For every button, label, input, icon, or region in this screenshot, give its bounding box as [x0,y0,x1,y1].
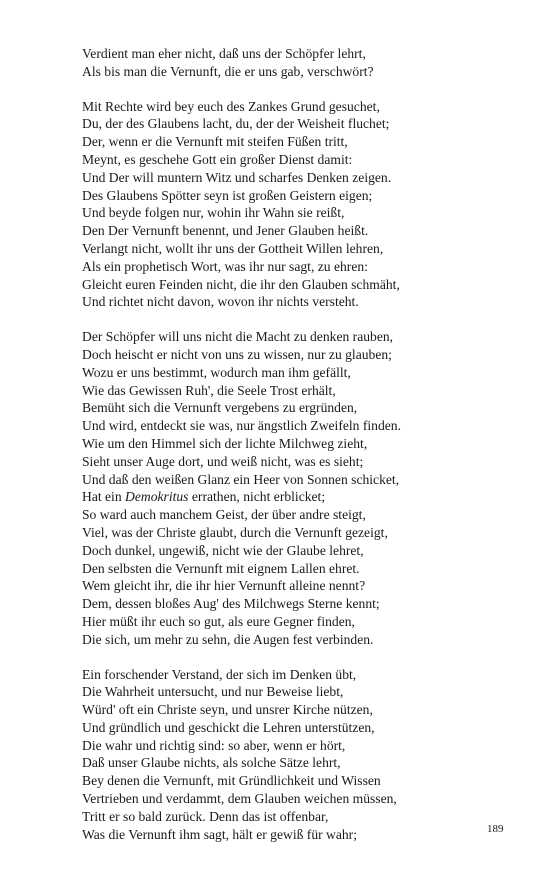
poem-line: Daß unser Glaube nichts, als solche Sätze lehrt, [82,755,341,771]
poem-line: Wie um den Himmel sich der lichte Milchweg zieht, [82,435,368,451]
poem-line: Und beyde folgen nur, wohin ihr Wahn sie reißt, [82,205,345,221]
poem-line: Ein forschender Verstand, der sich im Denken übt, [82,666,357,682]
poem-line: Hier müßt ihr euch so gut, als eure Gegner finden, [82,613,355,629]
poem-line: Und gründlich und geschickt die Lehren unterstützen, [82,719,375,735]
poem-line: Den Der Vernunft benennt, und Jener Glauben heißt. [82,223,369,239]
poem-body [82,45,522,860]
poem-line: Wie das Gewissen Ruh', die Seele Trost erhält, [82,382,336,398]
poem-line: Verdient man eher nicht, daß uns der Schöpfer lehrt, [82,46,366,61]
poem-line: Hat ein Demokritus errathen, nicht erblicket; [82,489,326,505]
poem-line: Würd' oft ein Christe seyn, und unsrer Kirche nützen, [82,702,373,718]
stanza [82,45,522,81]
poem-line: Als ein prophetisch Wort, was ihr nur sagt, zu ehren: [82,258,368,274]
poem-line: Die Wahrheit untersucht, und nur Beweise liebt, [82,684,344,700]
poem-line: Meynt, es geschehe Gott ein großer Dienst damit: [82,151,353,167]
poem-line: Mit Rechte wird bey euch des Zankes Grund gesuchet, [82,98,380,114]
page-number: 189 [487,823,504,835]
poem-line: Bey denen die Vernunft, mit Gründlichkeit und Wissen [82,773,381,789]
emphasized-name: Demokritus [125,489,189,505]
poem-line: Bemüht sich die Vernunft vergebens zu ergründen, [82,400,358,416]
poem-line: Wozu er uns bestimmt, wodurch man ihm gefällt, [82,364,351,380]
poem-line: Doch dunkel, ungewiß, nicht wie der Glaube lehret, [82,542,364,558]
poem-line: Die wahr und richtig sind: so aber, wenn er hört, [82,737,346,753]
poem-line: Sieht unser Auge dort, und weiß nicht, was es sieht; [82,453,364,469]
poem-line: Vertrieben und verdammt, dem Glauben weichen müssen, [82,791,397,807]
poem-line: Und daß den weißen Glanz ein Heer von Sonnen schicket, [82,471,400,487]
poem-line: Du, der des Glaubens lacht, du, der der Weisheit fluchet; [82,116,390,132]
poem-line: Verlangt nicht, wollt ihr uns der Gottheit Willen lehren, [82,240,384,256]
poem-line: Der Schöpfer will uns nicht die Macht zu denken rauben, [82,329,394,345]
poem-line: Und richtet nicht davon, wovon ihr nichts versteht. [82,294,359,310]
poem-line: Der, wenn er die Vernunft mit steifen Füßen tritt, [82,134,348,150]
poem-line: Und Der will muntern Witz und scharfes Denken zeigen. [82,169,392,185]
poem-line: Wem gleicht ihr, die ihr hier Vernunft alleine nennt? [82,578,366,594]
poem-line: Und wird, entdeckt sie was, nur ängstlich Zweifeln finden. [82,418,401,434]
poem-line: Gleicht euren Feinden nicht, die ihr den Glauben schmäht, [82,276,400,292]
poem-line: Den selbsten die Vernunft mit eignem Lallen ehret. [82,560,360,576]
poem-line: So ward auch manchem Geist, der über andre steigt, [82,507,366,523]
poem-line: Des Glaubens Spötter seyn ist großen Geistern eigen; [82,187,373,203]
poem-line: Viel, was der Christe glaubt, durch die Vernunft gezeigt, [82,524,388,540]
stanza [82,666,522,844]
stanza [82,98,522,312]
poem-line: Als bis man die Vernunft, die er uns gab, verschwört? [82,63,374,79]
poem-line: Dem, dessen bloßes Aug' des Milchwegs Sterne kennt; [82,596,380,612]
poem-line: Tritt er so bald zurück. Denn das ist offenbar, [82,808,329,824]
poem-line: Die sich, um mehr zu sehn, die Augen fest verbinden. [82,631,374,647]
poem-line: Doch heischt er nicht von uns zu wissen, nur zu glauben; [82,346,392,362]
poem-line: Was die Vernunft ihm sagt, hält er gewiß für wahr; [82,826,357,842]
stanza [82,328,522,648]
